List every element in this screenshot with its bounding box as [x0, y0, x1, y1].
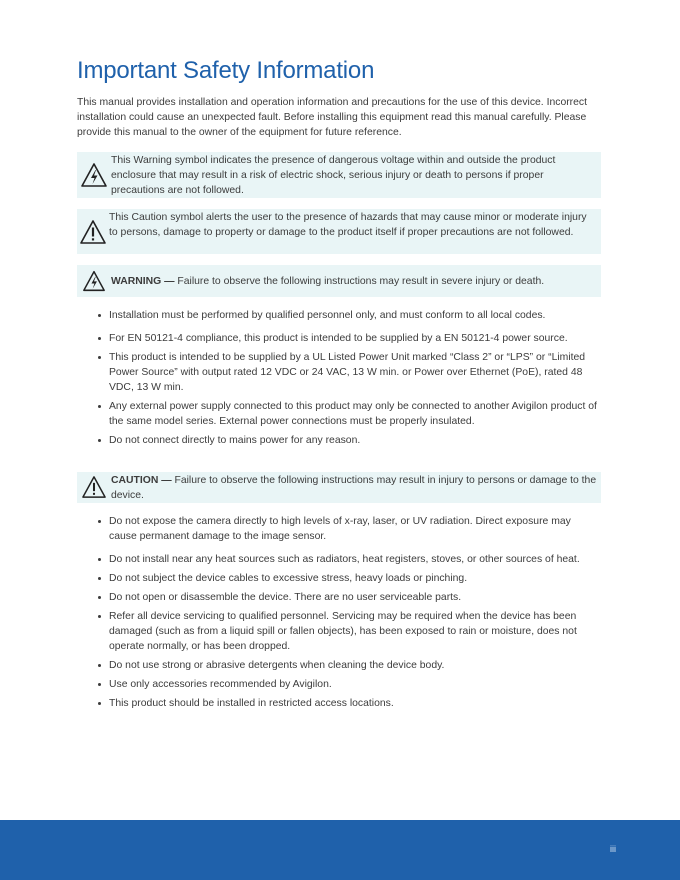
intro-paragraph: This manual provides installation and operation information and precautions for the use of this device. Incorrect installation could cause an unexpected fault. Before installing this equipment read this manual carefully. Please provide this manual to the owner of the equipment for future reference.	[77, 97, 588, 138]
warning-symbol-text: This Warning symbol indicates the presence of dangerous voltage within and outside the product enclosure that may result in a risk of electric shock, serious injury or death to persons if proper precautions are not followed.	[111, 155, 556, 196]
electric-hazard-icon	[77, 273, 111, 289]
list-item: Any external power supply connected to this product may only be connected to another Avigilon product of the same model series. External power connections must be properly insulated.	[77, 399, 601, 429]
electric-hazard-icon	[77, 153, 111, 197]
list-item: For EN 50121-4 compliance, this product is intended to be supplied by a EN 50121-4 power source.	[77, 331, 601, 346]
warning-notice-text	[111, 274, 597, 289]
caution-notice	[77, 472, 601, 503]
caution-notice-text	[111, 473, 597, 503]
warning-list	[77, 308, 601, 448]
caution-symbol-text: This Caution symbol alerts the user to the presence of hazards that may cause minor or moderate injury to persons, damage to property or damage to the product itself if proper precautions are not followed.	[109, 212, 587, 238]
list-item: This product is intended to be supplied by a UL Listed Power Unit marked “Class 2” or “LPS” or “Limited Power Source” with output rated 12 VDC or 24 VAC, 13 W min. or Power over Ethernet (PoE), rated 48 VDC, 13 W min.	[77, 350, 601, 395]
list-item: Installation must be performed by qualified personnel only, and must conform to all local codes.	[77, 308, 601, 323]
list-item: Do not subject the device cables to excessive stress, heavy loads or pinching.	[77, 571, 601, 586]
document-page	[77, 56, 601, 715]
list-item: Do not connect directly to mains power for any reason.	[77, 433, 601, 448]
page-title: Important Safety Information	[77, 57, 375, 84]
list-item: Do not expose the camera directly to high levels of x-ray, laser, or UV radiation. Direct exposure may cause permanent damage to the image sensor.	[77, 514, 601, 544]
warning-notice	[77, 265, 601, 297]
warning-symbol-notice	[77, 152, 601, 198]
caution-icon	[77, 473, 111, 501]
list-item: Refer all device servicing to qualified personnel. Servicing may be required when the device has been damaged (such as from a liquid spill or fallen objects), has been exposed to rain or moisture, does not operate normally, or has been dropped.	[77, 609, 601, 654]
page-number: iii	[610, 844, 616, 854]
list-item: Use only accessories recommended by Avigilon.	[77, 677, 601, 692]
caution-lead: CAUTION —	[111, 475, 172, 486]
list-item: Do not open or disassemble the device. There are no user serviceable parts.	[77, 590, 601, 605]
caution-symbol-notice	[77, 209, 601, 254]
warning-lead: WARNING —	[111, 275, 175, 287]
warning-text: Failure to observe the following instructions may result in severe injury or death.	[174, 275, 545, 287]
page-footer	[0, 820, 680, 880]
list-item: Do not install near any heat sources such as radiators, heat registers, stoves, or other sources of heat.	[77, 552, 601, 567]
list-item: Do not use strong or abrasive detergents when cleaning the device body.	[77, 658, 601, 673]
list-item: This product should be installed in restricted access locations.	[77, 696, 601, 711]
caution-text: Failure to observe the following instructions may result in injury to persons or damage to the device.	[111, 475, 597, 501]
caution-list	[77, 514, 601, 711]
caution-icon	[77, 210, 109, 254]
